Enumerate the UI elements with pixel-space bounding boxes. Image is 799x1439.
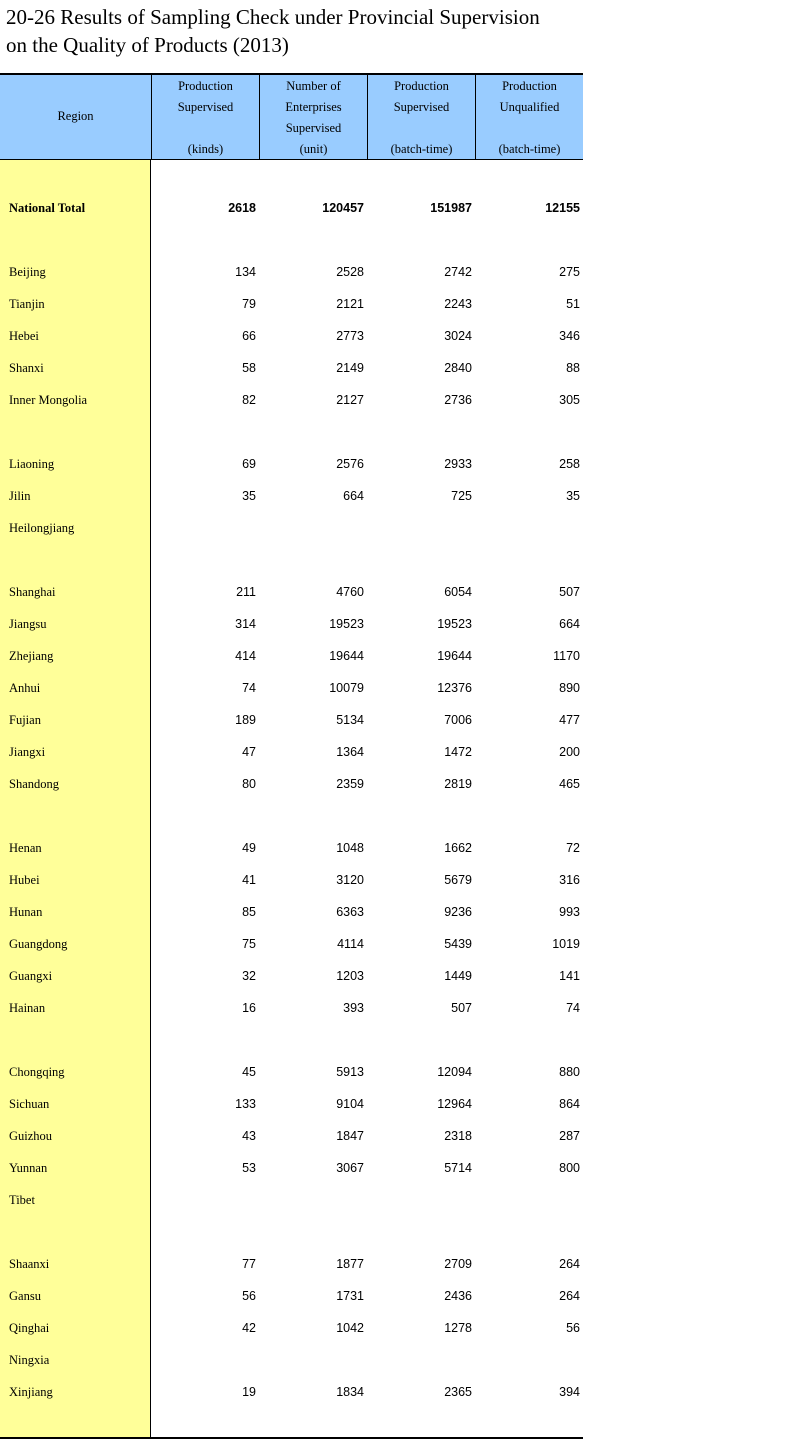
table-cell: 264	[559, 1289, 580, 1303]
table-row	[0, 864, 583, 896]
table-row	[0, 992, 583, 1024]
table-row	[0, 1280, 583, 1312]
table-row	[0, 1152, 583, 1184]
table-cell: 3024	[444, 329, 472, 343]
table-cell: 2318	[444, 1129, 472, 1143]
table-cell: 12964	[437, 1097, 472, 1111]
region-name: Qinghai	[9, 1321, 50, 1335]
table-cell: 120457	[322, 201, 364, 215]
table-cell: 1364	[336, 745, 364, 759]
region-name: Guangdong	[9, 937, 68, 951]
table-row	[0, 768, 583, 800]
table-cell: 477	[559, 713, 580, 727]
table-cell: 88	[566, 361, 580, 375]
table-cell: 134	[235, 265, 256, 279]
table-cell: 3067	[336, 1161, 364, 1175]
table-cell: 1203	[336, 969, 364, 983]
table-cell: 1472	[444, 745, 472, 759]
table-cell: 82	[242, 393, 256, 407]
table-cell: 58	[242, 361, 256, 375]
region-name: Jilin	[9, 489, 31, 503]
table-cell: 189	[235, 713, 256, 727]
table-cell: 151987	[430, 201, 472, 215]
table-row	[0, 256, 583, 288]
table-row	[0, 1120, 583, 1152]
table-row	[0, 1088, 583, 1120]
table-row	[0, 928, 583, 960]
table-cell: 9104	[336, 1097, 364, 1111]
table-row	[0, 1056, 583, 1088]
table-row	[0, 384, 583, 416]
header-production-supervised-batches	[367, 75, 475, 159]
table-cell: 19523	[437, 617, 472, 631]
table-cell: 45	[242, 1065, 256, 1079]
table-cell: 19523	[329, 617, 364, 631]
table-cell: 2709	[444, 1257, 472, 1271]
table-header	[0, 75, 583, 160]
table-row	[0, 1248, 583, 1280]
table-cell: 10079	[329, 681, 364, 695]
table-cell: 6054	[444, 585, 472, 599]
table-cell: 664	[343, 489, 364, 503]
page-title	[6, 3, 786, 59]
region-name: Hebei	[9, 329, 39, 343]
table-cell: 12155	[545, 201, 580, 215]
region-name: Xinjiang	[9, 1385, 53, 1399]
table-cell: 465	[559, 777, 580, 791]
header-label-line: Number of	[286, 79, 341, 93]
table-cell: 12094	[437, 1065, 472, 1079]
table-cell: 42	[242, 1321, 256, 1335]
table-cell: 32	[242, 969, 256, 983]
table-cell: 287	[559, 1129, 580, 1143]
table-cell: 864	[559, 1097, 580, 1111]
table-cell: 5439	[444, 937, 472, 951]
table-cell: 85	[242, 905, 256, 919]
region-name: Tibet	[9, 1193, 35, 1207]
table-cell: 507	[559, 585, 580, 599]
table-cell: 890	[559, 681, 580, 695]
table-row	[0, 736, 583, 768]
table-cell: 2819	[444, 777, 472, 791]
table-cell: 141	[559, 969, 580, 983]
table-cell: 1042	[336, 1321, 364, 1335]
region-name: Anhui	[9, 681, 41, 695]
table-cell: 4760	[336, 585, 364, 599]
table-row	[0, 448, 583, 480]
table-row	[0, 512, 583, 544]
region-name: Jiangsu	[9, 617, 47, 631]
table-cell: 2933	[444, 457, 472, 471]
table-cell: 258	[559, 457, 580, 471]
table-cell: 2528	[336, 265, 364, 279]
header-label-line: Supervised	[285, 121, 342, 135]
table-cell: 1662	[444, 841, 472, 855]
table-cell: 2149	[336, 361, 364, 375]
table-cell: 79	[242, 297, 256, 311]
region-name: Shanxi	[9, 361, 44, 375]
table-row	[0, 288, 583, 320]
table-cell: 5913	[336, 1065, 364, 1079]
region-name: Guangxi	[9, 969, 53, 983]
region-name: Hainan	[9, 1001, 46, 1015]
table-cell: 19	[242, 1385, 256, 1399]
header-label-line: Production	[502, 79, 557, 93]
table-cell: 5714	[444, 1161, 472, 1175]
table-cell: 3120	[336, 873, 364, 887]
table-cell: 5134	[336, 713, 364, 727]
table-cell: 56	[242, 1289, 256, 1303]
region-name: Shanghai	[9, 585, 56, 599]
table-cell: 275	[559, 265, 580, 279]
header-label-line: Supervised	[177, 100, 234, 114]
table-cell: 56	[566, 1321, 580, 1335]
table-cell: 993	[559, 905, 580, 919]
table-cell: 2121	[336, 297, 364, 311]
table-cell: 72	[566, 841, 580, 855]
table-row	[0, 1312, 583, 1344]
table-cell: 35	[566, 489, 580, 503]
table-cell: 1019	[552, 937, 580, 951]
table-cell: 53	[242, 1161, 256, 1175]
table-cell: 7006	[444, 713, 472, 727]
table-cell: 725	[451, 489, 472, 503]
table-cell: 880	[559, 1065, 580, 1079]
header-unit: (batch-time)	[390, 142, 453, 156]
table-cell: 9236	[444, 905, 472, 919]
region-name: Shaanxi	[9, 1257, 50, 1271]
table-cell: 314	[235, 617, 256, 631]
header-unit: (unit)	[299, 142, 328, 156]
header-label-line: Production	[394, 79, 449, 93]
table-cell: 264	[559, 1257, 580, 1271]
header-region	[0, 75, 151, 159]
table-row	[0, 640, 583, 672]
table-row	[0, 704, 583, 736]
table-row	[0, 1344, 583, 1376]
table-cell: 43	[242, 1129, 256, 1143]
table-cell: 2618	[228, 201, 256, 215]
header-label-line: Unqualified	[499, 100, 560, 114]
table-cell: 1170	[553, 649, 580, 663]
table-cell: 5679	[444, 873, 472, 887]
table-row	[0, 576, 583, 608]
table-cell: 12376	[437, 681, 472, 695]
table-cell: 47	[242, 745, 256, 759]
region-name: Yunnan	[9, 1161, 48, 1175]
statistics-table	[0, 73, 583, 1439]
header-label-line: Supervised	[393, 100, 450, 114]
table-cell: 316	[559, 873, 580, 887]
table-cell: 2436	[444, 1289, 472, 1303]
table-row-national-total	[0, 192, 583, 224]
table-body	[0, 160, 583, 1437]
region-name: Gansu	[9, 1289, 41, 1303]
table-cell: 2840	[444, 361, 472, 375]
title-line-2: on the Quality of Products (2013)	[6, 33, 289, 57]
table-cell: 211	[236, 585, 256, 599]
region-name: Guizhou	[9, 1129, 53, 1143]
header-enterprises-supervised	[259, 75, 367, 159]
region-name: Inner Mongolia	[9, 393, 88, 407]
header-production-supervised-kinds	[151, 75, 259, 159]
table-cell: 2243	[444, 297, 472, 311]
region-name: Tianjin	[9, 297, 45, 311]
table-cell: 16	[242, 1001, 256, 1015]
table-cell: 2127	[336, 393, 364, 407]
region-name: Zhejiang	[9, 649, 54, 663]
table-cell: 2773	[336, 329, 364, 343]
region-name: Heilongjiang	[9, 521, 75, 535]
table-row	[0, 672, 583, 704]
table-row	[0, 960, 583, 992]
table-cell: 414	[235, 649, 256, 663]
table-cell: 66	[242, 329, 256, 343]
table-cell: 200	[559, 745, 580, 759]
table-cell: 19644	[329, 649, 364, 663]
region-name: Fujian	[9, 713, 41, 727]
region-name: Henan	[9, 841, 42, 855]
table-cell: 6363	[336, 905, 364, 919]
table-cell: 80	[242, 777, 256, 791]
table-cell: 77	[242, 1257, 256, 1271]
table-cell: 2359	[336, 777, 364, 791]
table-row	[0, 832, 583, 864]
header-label-line: Enterprises	[285, 100, 342, 114]
table-cell: 664	[559, 617, 580, 631]
region-name: National Total	[9, 201, 86, 215]
header-unit: (batch-time)	[498, 142, 561, 156]
table-cell: 75	[242, 937, 256, 951]
title-line-1: 20-26 Results of Sampling Check under Provincial Supervision	[6, 5, 540, 29]
table-row	[0, 608, 583, 640]
table-cell: 4114	[337, 937, 364, 951]
header-region-label: Region	[57, 109, 94, 123]
region-name: Jiangxi	[9, 745, 46, 759]
table-cell: 69	[242, 457, 256, 471]
table-cell: 1048	[336, 841, 364, 855]
header-unit: (kinds)	[187, 142, 224, 156]
region-name: Ningxia	[9, 1353, 50, 1367]
region-name: Hubei	[9, 873, 40, 887]
table-cell: 74	[242, 681, 256, 695]
table-row	[0, 352, 583, 384]
table-cell: 394	[559, 1385, 580, 1399]
region-name: Beijing	[9, 265, 46, 279]
table-row	[0, 1184, 583, 1216]
table-cell: 133	[235, 1097, 256, 1111]
region-name: Liaoning	[9, 457, 55, 471]
table-cell: 1278	[444, 1321, 472, 1335]
table-cell: 2742	[444, 265, 472, 279]
table-row	[0, 896, 583, 928]
table-cell: 1731	[336, 1289, 364, 1303]
table-cell: 2576	[336, 457, 364, 471]
table-cell: 41	[242, 873, 256, 887]
region-name: Shandong	[9, 777, 59, 791]
table-cell: 1877	[336, 1257, 364, 1271]
table-cell: 800	[559, 1161, 580, 1175]
table-cell: 305	[559, 393, 580, 407]
region-name: Sichuan	[9, 1097, 50, 1111]
table-cell: 74	[566, 1001, 580, 1015]
table-row	[0, 480, 583, 512]
table-cell: 346	[559, 329, 580, 343]
table-cell: 51	[566, 297, 580, 311]
table-cell: 393	[343, 1001, 364, 1015]
table-cell: 1449	[444, 969, 472, 983]
table-cell: 2365	[444, 1385, 472, 1399]
table-cell: 1834	[336, 1385, 364, 1399]
table-cell: 2736	[444, 393, 472, 407]
region-name: Hunan	[9, 905, 43, 919]
table-cell: 19644	[437, 649, 472, 663]
table-cell: 49	[242, 841, 256, 855]
table-cell: 507	[451, 1001, 472, 1015]
region-name: Chongqing	[9, 1065, 65, 1079]
table-row	[0, 320, 583, 352]
table-row	[0, 1376, 583, 1408]
table-cell: 1847	[336, 1129, 364, 1143]
header-label-line: Production	[178, 79, 233, 93]
table-cell: 35	[242, 489, 256, 503]
header-production-unqualified	[475, 75, 583, 159]
